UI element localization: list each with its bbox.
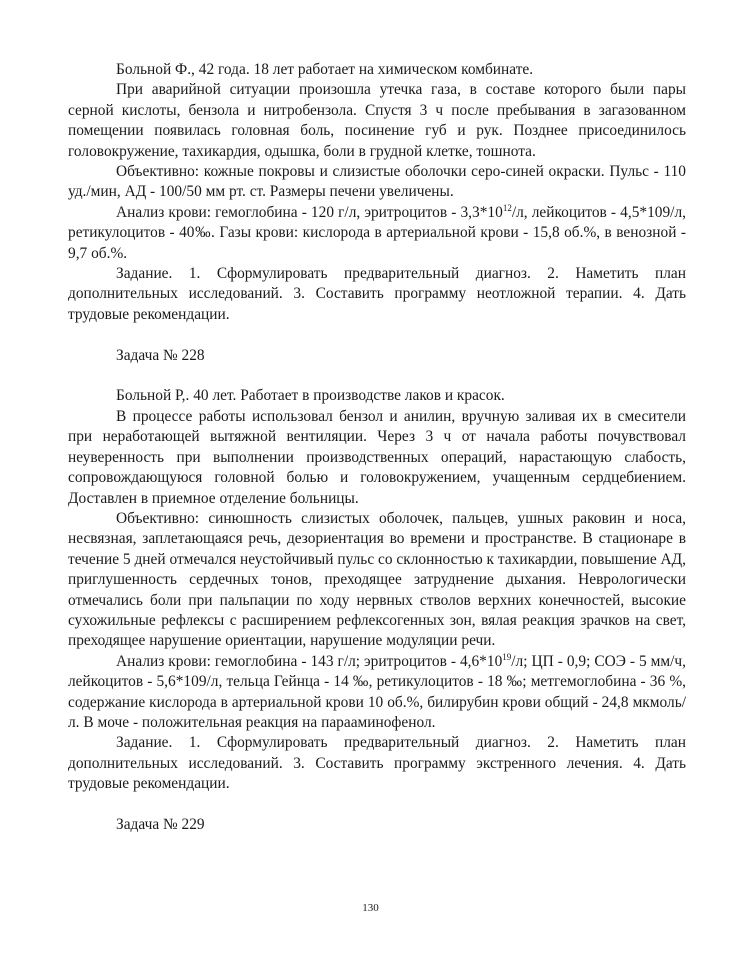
case-228-history: В процессе работы использовал бензол и анилин, вручную заливая их в смесители при неработающей вытяжной вентиляции. Через 3 ч от начала работы почувствовал неуверенность при выполнении производственных операций, нарастающую слабость, сопровождающуюся головной болью и головокружением, учащенным сердцебиением. Доставлен в приемное отделение больницы. [68, 407, 686, 507]
case-228-objective: Объективно: синюшность слизистых оболочек, пальцев, ушных раковин и носа, несвязная, заплетающаяся речь, дезориентация во времени и пространстве. В стационаре в течение 5 дней отмечался неустойчивый пульс со склонностью к тахикардии, повышение АД, приглушенность сердечных тонов, преходящее затруднение дыхания. Неврологически отмечались боли при пальпации по ходу нервных стволов верхних конечностей, высокие сухожильные рефлексы с расширением рефлексогенных зон, вялая реакция зрачков на свет, преходящее нарушение ориентации, нарушение модуляции речи. [68, 509, 686, 650]
case-228-blood-analysis [68, 652, 686, 734]
spacer [68, 366, 686, 386]
case-227-task: Задание. 1. Сформулировать предварительный диагноз. 2. Наметить план дополнительных исследований. 3. Составить программу неотложной терапии. 4. Дать трудовые рекомендации. [68, 265, 686, 323]
case-227-objective: Объективно: кожные покровы и слизистые оболочки серо-синей окраски. Пульс - 110 уд./мин, АД - 100/50 мм рт. ст. Размеры печени увеличены. [68, 163, 686, 201]
case-227-history: При аварийной ситуации произошла утечка газа, в составе которого были пары серной кислоты, бензола и нитробензола. Спустя 3 ч после пребывания в загазованном помещении появилась головная боль, посинение губ и рук. Позднее присоединилось головокружение, тахикардия, одышка, боли в грудной клетке, тошнота. [68, 81, 686, 160]
case-228-task: Задание. 1. Сформулировать предварительный диагноз. 2. Наметить план дополнительных исследований. 3. Составить программу экстренного лечения. 4. Дать трудовые рекомендации. [68, 734, 686, 793]
case-228-exponent: 19 [502, 651, 512, 662]
case-227-blood-text-b: /л, лейкоцитов - 4,5*109/л, ретикулоцитов - 40‰. Газы крови: кислорода в артериальной крови - 15,8 об.%, в венозной - 9,7 об.%. [68, 203, 686, 262]
heading-task-228: Задача № 228 [116, 346, 205, 364]
spacer [68, 325, 686, 345]
text-column [68, 60, 686, 835]
case-228-blood-text-a: Анализ крови: гемоглобина - 143 г/л; эритроцитов - 4,6*10 [116, 652, 503, 670]
heading-task-229: Задача № 229 [116, 815, 205, 833]
case-227-blood-text-a: Анализ крови: гемоглобина - 120 г/л, эритроцитов - 3,3*10 [116, 203, 503, 221]
page-number: 130 [362, 902, 379, 914]
case-227-exponent: 12 [502, 202, 512, 213]
case-228-intro: Больной Р,. 40 лет. Работает в производстве лаков и красок. [116, 387, 505, 405]
case-227-intro: Больной Ф., 42 года. 18 лет работает на химическом комбинате. [116, 61, 534, 78]
spacer [68, 795, 686, 815]
case-228-blood-text-b: /л; ЦП - 0,9; СОЭ - 5 мм/ч, лейкоцитов - 5,6*109/л, тельца Гейнца - 14 ‰, ретикулоцитов - 18 ‰; метгемоглобина - 36 %, содержание кислорода в артериальной крови 10 об.%, билирубин крови общий - 24,8 мкмоль/л. В моче - положительная реакция на парааминофенол. [68, 652, 686, 731]
case-227-blood-analysis [68, 203, 686, 264]
